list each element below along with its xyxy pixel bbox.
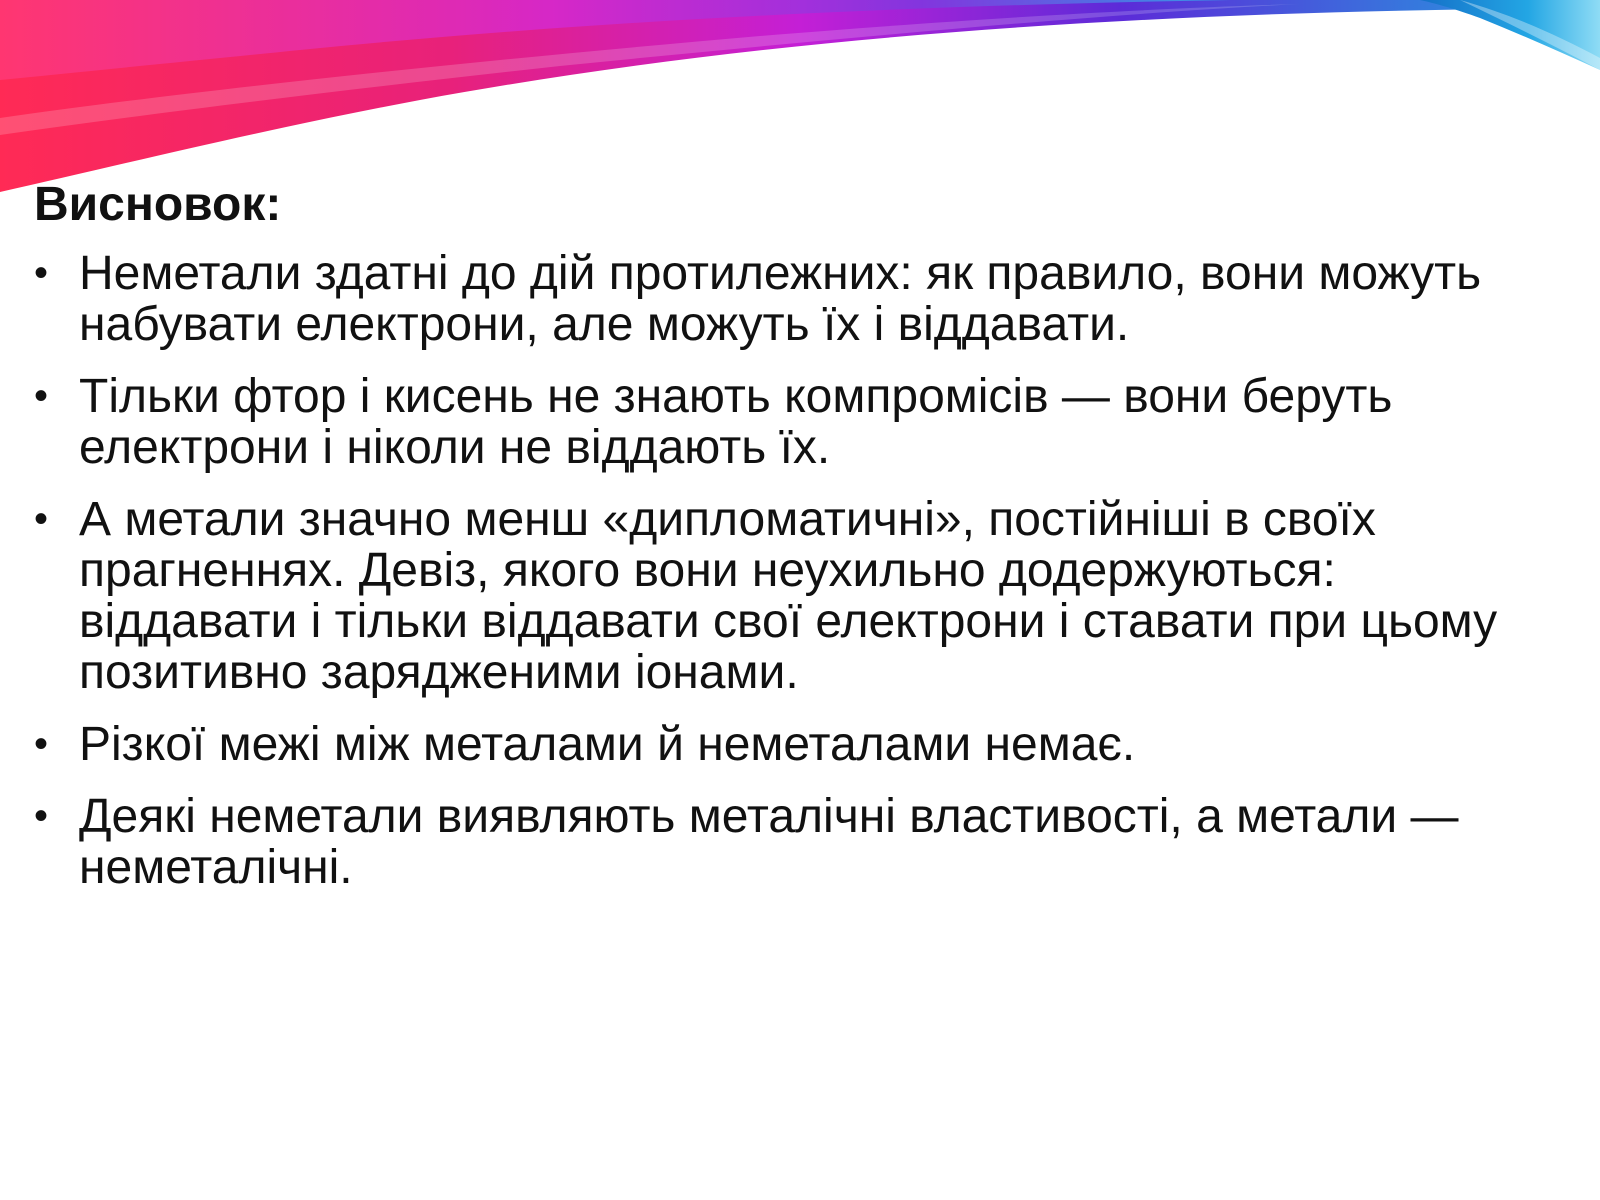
bullet-list <box>34 248 1554 893</box>
decorative-swoosh-banner <box>0 0 1600 200</box>
bullet-item: • Деякі неметали виявляють металічні властивості, а метали — неметалічні. <box>34 791 1554 893</box>
bullet-item: • А метали значно менш «дипломатичні», постійніші в своїх прагненнях. Девіз, якого вони неухильно додержуються: віддавати і тільки віддавати свої електрони і ставати при цьому позитивно зарядженими іонами. <box>34 494 1554 698</box>
swoosh-right <box>1420 0 1600 70</box>
slide-content <box>34 176 1554 914</box>
bullet-item: • Неметали здатні до дій протилежних: як правило, вони можуть набувати електрони, але можуть їх і віддавати. <box>34 248 1554 350</box>
bullet-item: • Тільки фтор і кисень не знають компромісів — вони беруть електрони і ніколи не віддають їх. <box>34 371 1554 473</box>
bullet-item: • Різкої межі між металами й неметалами немає. <box>34 719 1554 770</box>
slide-title: Висновок: <box>34 178 282 231</box>
